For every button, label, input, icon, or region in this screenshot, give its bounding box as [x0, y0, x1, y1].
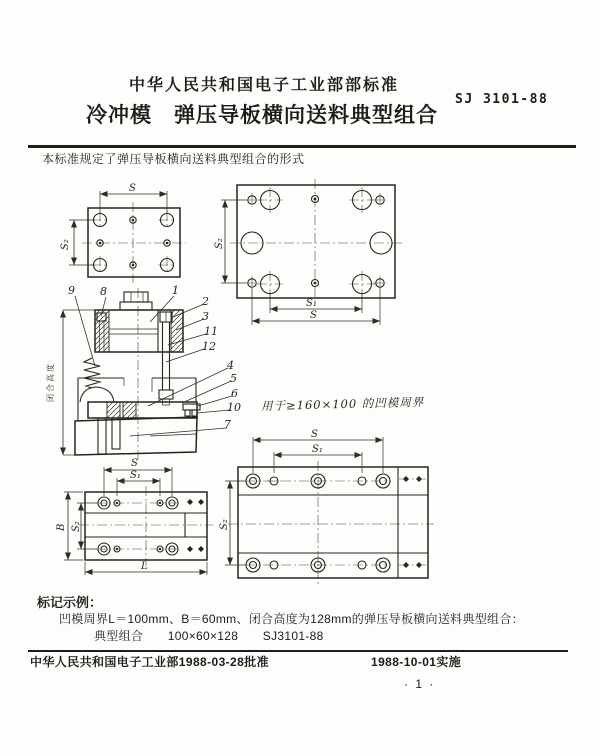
authority-line: 中华人民共和国电子工业部部标准 [129, 77, 400, 94]
part-callout-5: 5 [230, 372, 237, 385]
footer-rule [28, 650, 568, 652]
dim-label-s2: S₂ [219, 519, 230, 530]
stripper-seat [80, 387, 114, 402]
screw-holes [97, 217, 170, 268]
marking-example-designation: 典型组合 100×60×128 SJ3101-88 [94, 629, 324, 643]
dim-label-l: L [141, 561, 148, 572]
top-row-holes [245, 474, 426, 488]
dim-label-s2: S₂ [60, 239, 71, 250]
dim-label-s1: S₁ [312, 444, 323, 455]
approval-text: 中华人民共和国电子工业部1988-03-28批准 [30, 655, 269, 669]
closed-height-label: 闭合高度 [46, 362, 55, 402]
dim-label-s: S [129, 183, 136, 194]
part-callout-8: 8 [100, 285, 107, 298]
marking-example-heading: 标记示例： [37, 595, 103, 610]
guide-holes [94, 214, 174, 272]
page-number: · 1 · [404, 677, 436, 691]
guide-post-crosshairs [257, 187, 375, 297]
plate-bottom-right-view [225, 437, 434, 584]
part-callout-12: 12 [202, 340, 216, 353]
bottom-row-holes [245, 558, 426, 572]
part-callout-10: 10 [227, 401, 241, 414]
implementation-text: 1988-10-01实施 [371, 655, 462, 669]
dim-label-s: S [131, 458, 138, 469]
page-title: 冷冲模 弹压导板横向送料典型组合 [86, 104, 438, 127]
dim-label-b: B [56, 523, 67, 531]
dim-label-s: S [311, 429, 318, 440]
lower-screws [98, 418, 120, 454]
lower-die [78, 378, 196, 421]
part-callout-9: 9 [68, 284, 75, 297]
spring [84, 358, 100, 388]
guide-plate [88, 402, 200, 418]
plate-bottom-left-view [64, 467, 213, 575]
part-callout-7: 7 [224, 418, 231, 431]
plate-top-left-view [69, 191, 186, 283]
part-callout-3: 3 [202, 310, 209, 323]
die-shank [120, 292, 152, 310]
part-callout-1: 1 [172, 284, 179, 297]
marking-example-description: 凹模周界L＝100mm、B＝60mm、闭合高度为128mm的弹压导板横向送料典型组合： [59, 612, 524, 626]
dim-label-s2: S₂ [71, 521, 82, 532]
scope-text: 本标准规定了弹压导板横向送料典型组合的形式 [42, 152, 305, 166]
standard-number: SJ 3101-88 [455, 92, 549, 107]
guide-post-holes [261, 191, 372, 294]
part-callout-2: 2 [202, 295, 209, 308]
part-callout-11: 11 [204, 325, 218, 338]
dim-label-s2: S₂ [214, 238, 225, 249]
dim-label-s: S [310, 310, 317, 321]
dim-label-s1: S₁ [306, 298, 317, 309]
lower-die-shoe [75, 417, 197, 455]
handwritten-note: 用于≥160×100 的凹模周界 [260, 394, 425, 414]
dim-label-s1: S₁ [130, 470, 141, 481]
part-callout-4: 4 [227, 359, 234, 372]
part-callout-6: 6 [231, 387, 238, 400]
